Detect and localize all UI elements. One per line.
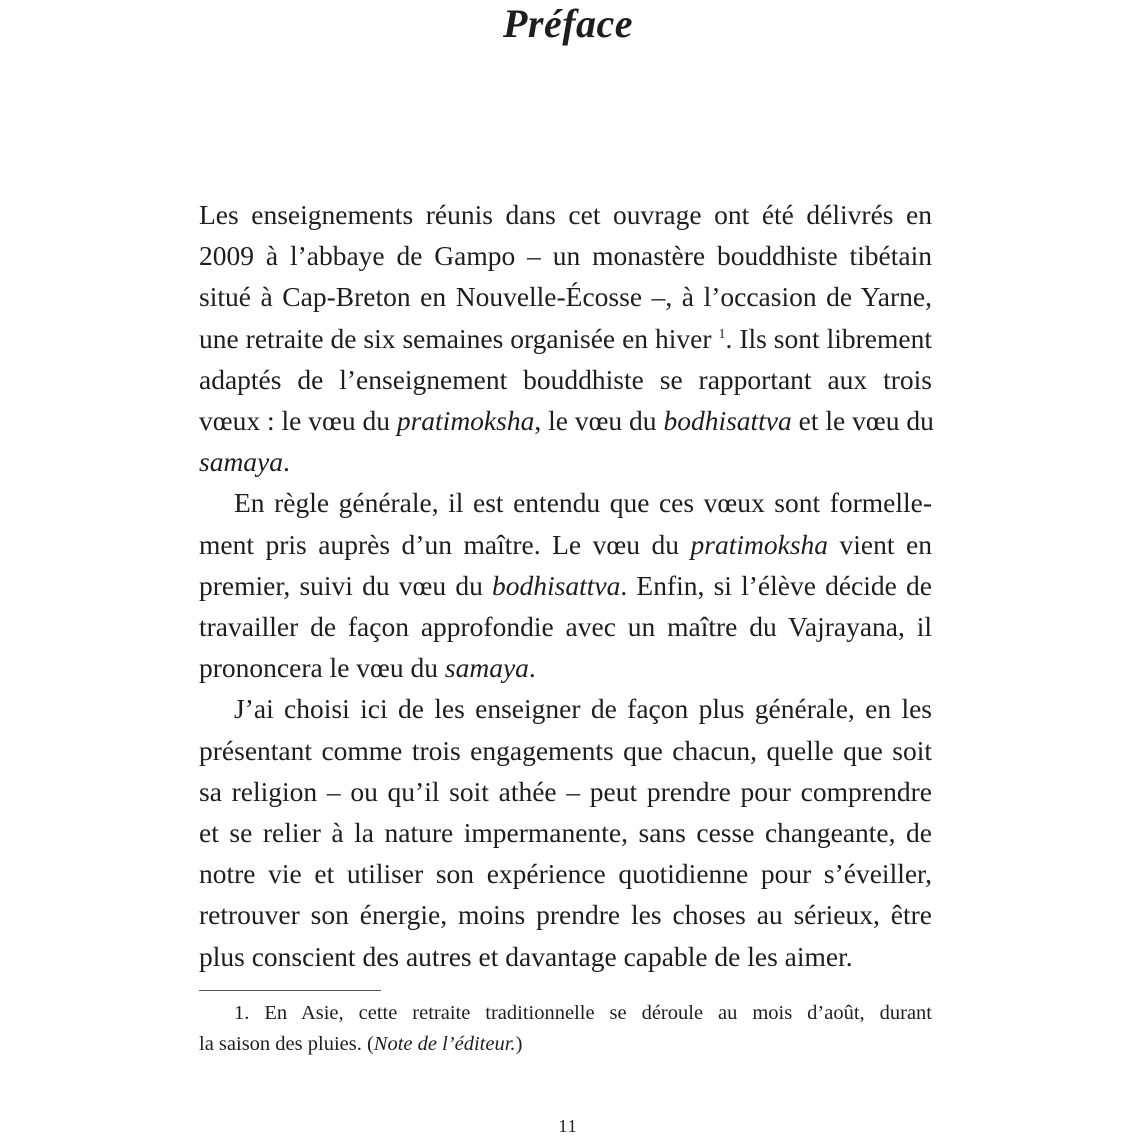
sanskrit-term: bodhisattva [492,569,621,601]
text-line: ment pris auprès d’un maître. Le vœu du pratimoksha vient en [199,528,932,560]
text-line: vœux : le vœu du pratimoksha, le vœu du bodhisattva et le vœu du [199,405,934,437]
footnote-line: la saison des pluies. (Note de l’éditeur.) [199,1033,523,1055]
sanskrit-term: pratimoksha [690,528,829,560]
text-line: adaptés de l’enseignement bouddhiste se rapportant aux trois [199,363,932,395]
footnote [199,998,932,1060]
body-text [199,194,932,977]
text-line: 2009 à l’abbaye de Gampo – un monastère bouddhiste tibétain [199,240,932,272]
text-line: une retraite de six semaines organisée en hiver $^1$. Ils sont librement [199,322,932,354]
footnote-separator [199,990,381,991]
text-line: sa religion – ou qu’il soit athée – peut prendre pour comprendre [199,775,932,807]
text-line: retrouver son énergie, moins prendre les choses au sérieux, être [199,899,932,931]
text-line: plus conscient des autres et davantage capable de les aimer. [199,940,853,972]
page-number: 11 [558,1116,578,1136]
text-line: premier, suivi du vœu du bodhisattva. Enfin, si l’élève décide de [199,569,932,601]
footnote-reference: 1 [718,326,726,342]
sanskrit-term: samaya [199,446,284,478]
text-line: J’ai choisi ici de les enseigner de façon plus générale, en les [234,693,932,725]
text-line: travailler de façon approfondie avec un maître du Vajrayana, il [199,611,932,643]
footnote-line: 1. En Asie, cette retraite traditionnelle se déroule au mois d’août, durant [234,1002,932,1024]
paragraph-2 [199,482,932,688]
paragraph-3 [199,688,932,976]
sanskrit-term: samaya [444,652,529,684]
sanskrit-term: pratimoksha [396,405,535,437]
text-line: En règle générale, il est entendu que ces vœux sont formelle- [234,487,932,519]
editor-note: Note de l’éditeur. [373,1033,516,1055]
text-line: samaya. [199,446,290,478]
paragraph-1 [199,194,932,482]
text-line: Les enseignements réunis dans cet ouvrage ont été délivrés en [199,199,932,230]
text-line: présentant comme trois engagements que chacun, quelle que soit [199,734,932,766]
sanskrit-term: bodhisattva [663,405,792,437]
page-title: Préface [502,1,634,46]
text-line: et se relier à la nature impermanente, sans cesse changeante, de [199,817,932,849]
text-line: prononcera le vœu du samaya. [199,652,536,684]
text-line: situé à Cap-Breton en Nouvelle-Écosse –, à l’occasion de Yarne, [199,281,932,313]
text-line: notre vie et utiliser son expérience quotidienne pour s’éveiller, [199,858,932,890]
